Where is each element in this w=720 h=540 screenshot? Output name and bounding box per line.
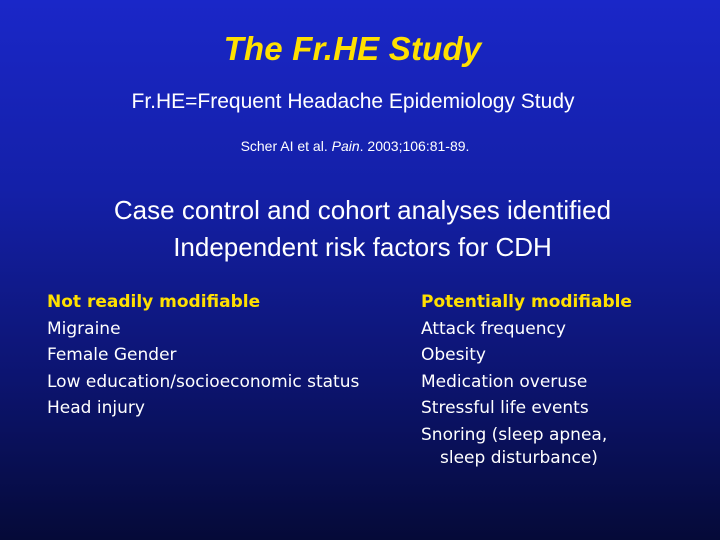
- list-item: Migraine: [47, 318, 121, 339]
- not-modifiable-column: [47, 289, 387, 422]
- headline-line-2: Independent risk factors for CDH: [173, 232, 552, 262]
- slide-title: The Fr.HE Study: [223, 30, 482, 67]
- citation-authors: Scher AI et al.: [240, 138, 332, 154]
- list-item-snoring: [421, 422, 711, 470]
- potentially-modifiable-column: [421, 289, 711, 469]
- not-modifiable-heading: Not readily modifiable: [47, 292, 261, 312]
- headline: [0, 192, 720, 266]
- list-item: Low education/socioeconomic status: [47, 371, 360, 392]
- citation-details: . 2003;106:81-89.: [359, 138, 470, 154]
- potentially-modifiable-heading: Potentially modifiable: [421, 292, 632, 312]
- list-item: Female Gender: [47, 345, 177, 365]
- headline-line-1: Case control and cohort analyses identified: [113, 195, 612, 225]
- snoring-line-2: sleep disturbance): [440, 448, 598, 468]
- list-item: Head injury: [47, 398, 145, 418]
- list-item: Attack frequency: [421, 318, 566, 339]
- list-item: Obesity: [421, 345, 486, 365]
- citation-journal: Pain: [331, 138, 360, 154]
- slide-subtitle: Fr.HE=Frequent Headache Epidemiology Study: [131, 90, 575, 113]
- list-item: Medication overuse: [421, 371, 588, 392]
- list-item: Stressful life events: [421, 398, 589, 418]
- citation: [0, 138, 710, 154]
- snoring-line-1: Snoring (sleep apnea,: [421, 424, 608, 445]
